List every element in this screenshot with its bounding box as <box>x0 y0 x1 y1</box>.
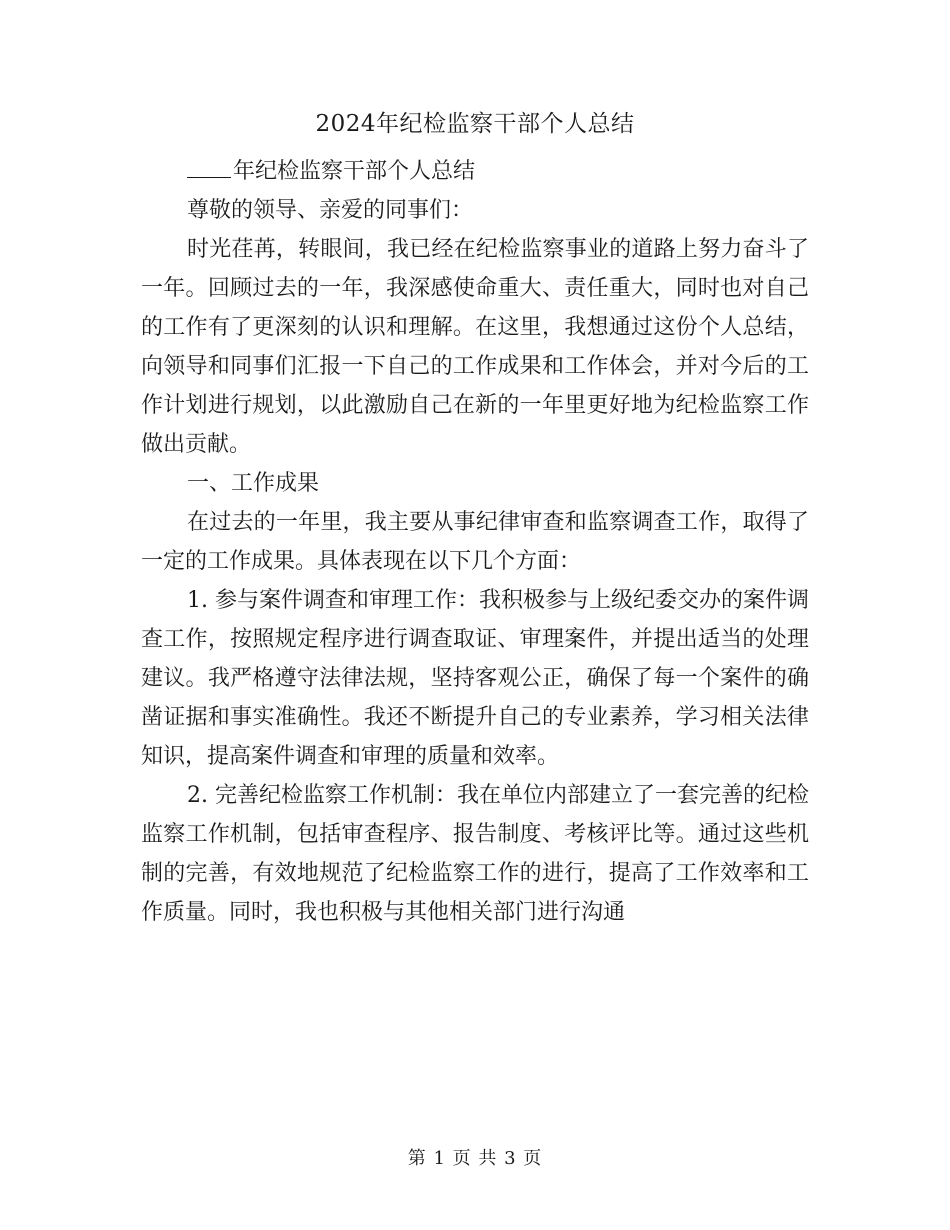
section-heading-work-results: 一、工作成果 <box>187 471 320 496</box>
document-body <box>141 152 809 932</box>
blank-underline <box>187 157 231 178</box>
paragraph-item-2: 2. 完善纪检监察工作机制：我在单位内部建立了一套完善的纪检监察工作机制，包括审查程序、报告制度、考核评比等。通过这些机制的完善，有效地规范了纪检监察工作的进行，提高了工作效率和工作质量。同时，我也积极与其他相关部门进行沟通 <box>141 783 809 925</box>
paragraph-item-1: 1. 参与案件调查和审理工作：我积极参与上级纪委交办的案件调查工作，按照规定程序进行调查取证、审理案件，并提出适当的处理建议。我严格遵守法律法规，坚持客观公正，确保了每一个案件的确凿证据和事实准确性。我还不断提升自己的专业素养，学习相关法律知识，提高案件调查和审理的质量和效率。 <box>141 588 809 769</box>
document-title: 2024年纪检监察干部个人总结 <box>315 111 635 137</box>
subtitle-text: 年纪检监察干部个人总结 <box>233 159 476 184</box>
paragraph-results-overview: 在过去的一年里，我主要从事纪律审查和监察调查工作，取得了一定的工作成果。具体表现在以下几个方面： <box>141 510 809 574</box>
document-subtitle <box>141 152 809 191</box>
page-footer: 第 1 页 共 3 页 <box>407 1148 543 1169</box>
paragraph-intro: 时光荏苒，转眼间，我已经在纪检监察事业的道路上努力奋斗了一年。回顾过去的一年，我深感使命重大、责任重大，同时也对自己的工作有了更深刻的认识和理解。在这里，我想通过这份个人总结，向领导和同事们汇报一下自己的工作成果和工作体会，并对今后的工作计划进行规划，以此激励自己在新的一年里更好地为纪检监察工作做出贡献。 <box>141 237 809 457</box>
paragraph-greeting: 尊敬的领导、亲爱的同事们： <box>187 198 474 223</box>
